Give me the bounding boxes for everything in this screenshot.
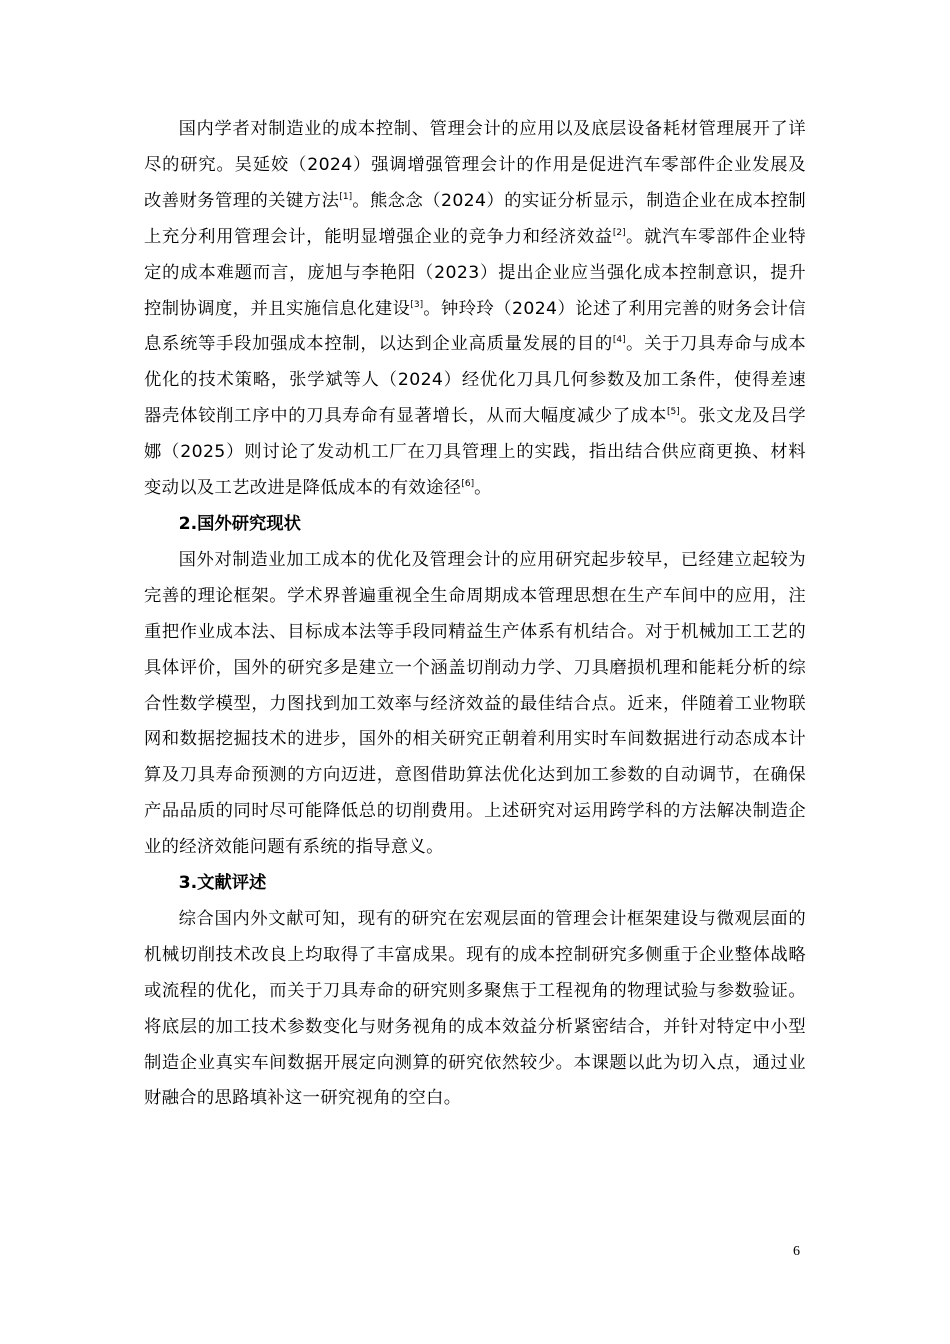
citation-ref: [5] xyxy=(667,407,680,418)
domestic-research-paragraph xyxy=(144,112,806,507)
foreign-research-paragraph: 国外对制造业加工成本的优化及管理会计的应用研究起步较早，已经建立起较为完善的理论框架。学术界普遍重视全生命周期成本管理思想在生产车间中的应用，注重把作业成本法、目标成本法等手段同精益生产体系有机结合。对于机械加工工艺的具体评价，国外的研究多是建立一个涵盖切削动力学、刀具磨损机理和能耗分析的综合性数学模型，力图找到加工效率与经济效益的最佳结合点。近来，伴随着工业物联网和数据挖掘技术的进步，国外的相关研究正朝着利用实时车间数据进行动态成本计算及刀具寿命预测的方向迈进，意图借助算法优化达到加工参数的自动调节，在确保产品品质的同时尽可能降低总的切削费用。上述研究对运用跨学科的方法解决制造企业的经济效能问题有系统的指导意义。 xyxy=(144,549,806,858)
citation-ref: [3] xyxy=(410,299,424,310)
paragraph-text-segment: 。就汽车零部件企业特定的成本难题而言，庞旭与李艳阳（2023）提出企业应当强化成本控制意识，提升控制协调度，并且实施信息化建设 xyxy=(144,226,806,319)
literature-review-paragraph: 综合国内外文献可知，现有的研究在宏观层面的管理会计框架建设与微观层面的机械切削技术改良上均取得了丰富成果。现有的成本控制研究多侧重于企业整体战略或流程的优化，而关于刀具寿命的研究则多聚焦于工程视角的物理试验与参数验证。将底层的加工技术参数变化与财务视角的成本效益分析紧密结合，并针对特定中小型制造企业真实车间数据开展定向测算的研究依然较少。本课题以此为切入点，通过业财融合的思路填补这一研究视角的空白。 xyxy=(144,908,806,1109)
page-number: 6 xyxy=(793,1244,800,1259)
page-body xyxy=(144,112,806,1117)
citation-ref: [6] xyxy=(461,479,475,490)
paragraph-text-segment: 国内学者对制造业的成本控制、管理会计的应用以及底层设备耗材管理展开了详尽的研究。吴延姣（2024）强调增强管理会计的作用是促进汽车零部件企业发展及改善财务管理的关键方法 xyxy=(144,119,806,211)
paragraph-text-segment: 。熊念念（2024）的实证分析显示，制造企业在成本控制上充分利用管理会计，能明显增强企业的竞争力和经济效益 xyxy=(144,190,806,247)
citation-ref: [4] xyxy=(612,335,626,346)
citation-ref: [2] xyxy=(612,227,626,238)
paragraph-text-segment: 。钟玲玲（2024）论述了利用完善的财务会计信息系统等手段加强成本控制，以达到企业高质量发展的目的 xyxy=(144,298,806,355)
literature-review-heading: 3.文献评述 xyxy=(178,873,267,894)
paragraph-text-segment: 。张文龙及吕学娜（2025）则讨论了发动机工厂在刀具管理上的实践，指出结合供应商更换、材料变动以及工艺改进是降低成本的有效途径 xyxy=(144,406,807,499)
paragraph-text-segment: 。 xyxy=(474,478,492,499)
paragraph-text-segment: 。关于刀具寿命与成本优化的技术策略，张学斌等人（2024）经优化刀具几何参数及加工条件，使得差速器壳体铰削工序中的刀具寿命有显著增长，从而大幅度减少了成本 xyxy=(144,334,806,427)
citation-ref: [1] xyxy=(339,192,353,203)
foreign-research-heading: 2.国外研究现状 xyxy=(178,513,301,534)
